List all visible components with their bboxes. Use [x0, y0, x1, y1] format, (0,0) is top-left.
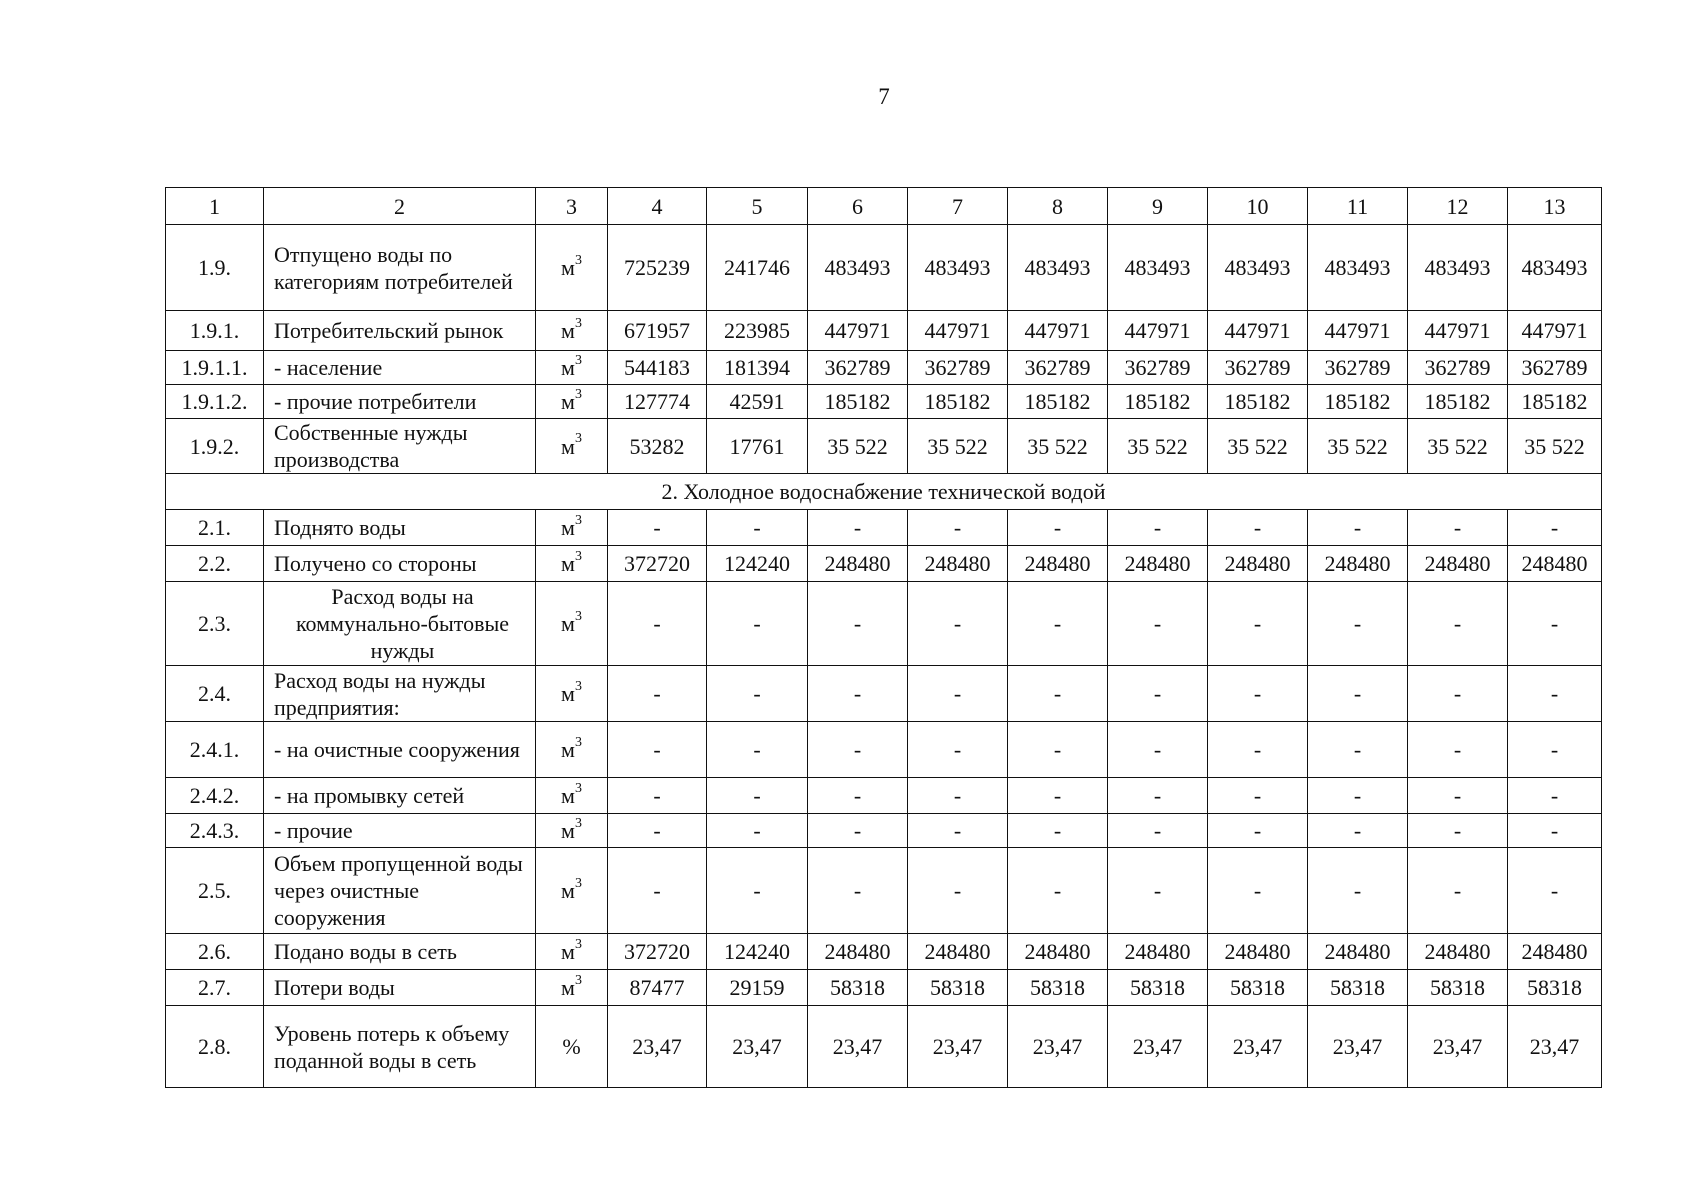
value-cell: - [1308, 666, 1408, 722]
value-cell: - [1008, 814, 1108, 848]
value-cell: - [1308, 848, 1408, 934]
value-cell: 447971 [1308, 311, 1408, 351]
unit-superscript: 3 [574, 252, 582, 268]
unit-label: м [561, 318, 575, 343]
value-cell: 362789 [1408, 351, 1508, 385]
value-cell: - [808, 814, 908, 848]
unit-superscript: 3 [574, 315, 582, 331]
value-cell: - [908, 722, 1008, 778]
value-cell: 35 522 [808, 419, 908, 474]
value-cell: 248480 [1308, 546, 1408, 582]
column-number-header: 7 [908, 188, 1008, 225]
value-cell: 185182 [1108, 385, 1208, 419]
value-cell: - [908, 582, 1008, 666]
unit-label: м [561, 737, 575, 762]
table-row [166, 722, 1602, 778]
value-cell: 35 522 [1508, 419, 1602, 474]
value-cell: - [908, 666, 1008, 722]
value-cell: - [1308, 582, 1408, 666]
value-cell: - [1208, 778, 1308, 814]
value-cell: - [1008, 666, 1108, 722]
section-title: 2. Холодное водоснабжение технической водой [166, 474, 1602, 510]
unit-label: м [561, 783, 575, 808]
value-cell: - [1308, 814, 1408, 848]
value-cell: - [707, 582, 808, 666]
unit-label: м [561, 611, 575, 636]
value-cell: 58318 [808, 970, 908, 1006]
table-row [166, 778, 1602, 814]
value-cell: 447971 [1408, 311, 1508, 351]
value-cell: 362789 [908, 351, 1008, 385]
unit-superscript: 3 [574, 815, 582, 831]
value-cell: 181394 [707, 351, 808, 385]
column-number-header: 11 [1308, 188, 1408, 225]
value-cell: - [1408, 510, 1508, 546]
page-number: 7 [878, 84, 890, 109]
unit-superscript: 3 [574, 972, 582, 988]
value-cell: 23,47 [1208, 1006, 1308, 1088]
value-cell: - [1208, 722, 1308, 778]
row-unit [536, 934, 608, 970]
row-number: 2.7. [166, 970, 264, 1006]
value-cell: 58318 [1408, 970, 1508, 1006]
value-cell: - [1008, 722, 1108, 778]
row-unit [536, 546, 608, 582]
value-cell: 185182 [1308, 385, 1408, 419]
row-indicator-name: Отпущено воды по категориям потребителей [264, 225, 536, 311]
value-cell: 248480 [1008, 546, 1108, 582]
value-cell: - [1408, 848, 1508, 934]
row-number: 2.1. [166, 510, 264, 546]
value-cell: - [1108, 510, 1208, 546]
value-cell: - [908, 814, 1008, 848]
value-cell: - [808, 848, 908, 934]
value-cell: 185182 [908, 385, 1008, 419]
table-body [166, 188, 1602, 1088]
value-cell: - [608, 814, 707, 848]
value-cell: - [608, 778, 707, 814]
value-cell: 248480 [908, 934, 1008, 970]
value-cell: - [707, 778, 808, 814]
row-number: 1.9.1.1. [166, 351, 264, 385]
row-number: 2.4.1. [166, 722, 264, 778]
value-cell: 248480 [1108, 934, 1208, 970]
value-cell: - [908, 510, 1008, 546]
value-cell: - [1408, 582, 1508, 666]
row-indicator-name: Уровень потерь к объему поданной воды в сеть [264, 1006, 536, 1088]
value-cell: - [808, 582, 908, 666]
value-cell: 241746 [707, 225, 808, 311]
column-number-header: 1 [166, 188, 264, 225]
unit-superscript: 3 [574, 352, 582, 368]
unit-label: м [561, 255, 575, 280]
value-cell: - [608, 510, 707, 546]
value-cell: 23,47 [1408, 1006, 1508, 1088]
row-number: 2.2. [166, 546, 264, 582]
row-indicator-name: Потребительский рынок [264, 311, 536, 351]
unit-superscript: 3 [574, 431, 582, 447]
unit-label: % [562, 1034, 581, 1059]
value-cell: 447971 [1008, 311, 1108, 351]
row-indicator-name: Получено со стороны [264, 546, 536, 582]
value-cell: 35 522 [1308, 419, 1408, 474]
row-number: 2.4.3. [166, 814, 264, 848]
section-row [166, 474, 1602, 510]
value-cell: - [1508, 510, 1602, 546]
unit-superscript: 3 [574, 512, 582, 528]
value-cell: 127774 [608, 385, 707, 419]
row-unit [536, 510, 608, 546]
unit-label: м [561, 818, 575, 843]
value-cell: 23,47 [1008, 1006, 1108, 1088]
value-cell: 362789 [1108, 351, 1208, 385]
unit-label: м [561, 389, 575, 414]
value-cell: - [1308, 778, 1408, 814]
value-cell: 58318 [1208, 970, 1308, 1006]
row-number: 2.6. [166, 934, 264, 970]
row-number: 2.4. [166, 666, 264, 722]
value-cell: 362789 [1508, 351, 1602, 385]
row-indicator-name: Расход воды на нужды предприятия: [264, 666, 536, 722]
value-cell: - [1408, 814, 1508, 848]
row-unit [536, 582, 608, 666]
row-indicator-name: - прочие [264, 814, 536, 848]
column-number-header: 6 [808, 188, 908, 225]
water-balance-table [165, 187, 1602, 1088]
value-cell: - [1008, 582, 1108, 666]
value-cell: 58318 [908, 970, 1008, 1006]
value-cell: 248480 [1508, 546, 1602, 582]
value-cell: 185182 [1008, 385, 1108, 419]
value-cell: - [707, 666, 808, 722]
row-indicator-name: Подано воды в сеть [264, 934, 536, 970]
value-cell: 362789 [1208, 351, 1308, 385]
value-cell: - [908, 778, 1008, 814]
value-cell: 483493 [1308, 225, 1408, 311]
unit-label: м [561, 433, 575, 459]
value-cell: - [1008, 848, 1108, 934]
table-header-row [166, 188, 1602, 225]
value-cell: - [1008, 778, 1108, 814]
value-cell: 248480 [1008, 934, 1108, 970]
unit-label: м [561, 939, 575, 964]
value-cell: - [1308, 722, 1408, 778]
value-cell: 248480 [908, 546, 1008, 582]
value-cell: 17761 [707, 419, 808, 474]
row-indicator-name: - население [264, 351, 536, 385]
value-cell: 544183 [608, 351, 707, 385]
value-cell: - [608, 848, 707, 934]
value-cell: 185182 [1408, 385, 1508, 419]
value-cell: - [1108, 848, 1208, 934]
row-unit [536, 1006, 608, 1088]
column-number-header: 4 [608, 188, 707, 225]
value-cell: 671957 [608, 311, 707, 351]
value-cell: 248480 [1508, 934, 1602, 970]
table-row [166, 351, 1602, 385]
table-row [166, 385, 1602, 419]
value-cell: - [1408, 778, 1508, 814]
value-cell: 23,47 [1308, 1006, 1408, 1088]
unit-label: м [561, 975, 575, 1000]
unit-superscript: 3 [574, 678, 582, 694]
row-unit [536, 311, 608, 351]
unit-label: м [561, 878, 575, 903]
value-cell: - [808, 722, 908, 778]
value-cell: 483493 [1008, 225, 1108, 311]
value-cell: - [1108, 814, 1208, 848]
value-cell: 248480 [808, 546, 908, 582]
value-cell: 124240 [707, 934, 808, 970]
table-row [166, 582, 1602, 666]
row-unit [536, 778, 608, 814]
value-cell: 372720 [608, 934, 707, 970]
value-cell: - [1208, 666, 1308, 722]
value-cell: 248480 [1408, 546, 1508, 582]
table-row [166, 225, 1602, 311]
value-cell: - [1408, 666, 1508, 722]
value-cell: - [1508, 814, 1602, 848]
row-number: 2.5. [166, 848, 264, 934]
column-number-header: 9 [1108, 188, 1208, 225]
row-unit [536, 970, 608, 1006]
value-cell: 23,47 [808, 1006, 908, 1088]
row-unit [536, 351, 608, 385]
column-number-header: 5 [707, 188, 808, 225]
value-cell: - [908, 848, 1008, 934]
value-cell: 23,47 [608, 1006, 707, 1088]
row-unit [536, 814, 608, 848]
value-cell: 725239 [608, 225, 707, 311]
row-number: 2.8. [166, 1006, 264, 1088]
row-unit [536, 666, 608, 722]
table-row [166, 510, 1602, 546]
row-unit [536, 385, 608, 419]
row-indicator-name: - прочие потребители [264, 385, 536, 419]
value-cell: 35 522 [908, 419, 1008, 474]
value-cell: 447971 [1208, 311, 1308, 351]
value-cell: - [1008, 510, 1108, 546]
unit-superscript: 3 [574, 386, 582, 402]
unit-label: м [561, 681, 575, 706]
value-cell: 483493 [1408, 225, 1508, 311]
value-cell: 447971 [808, 311, 908, 351]
row-number: 1.9.2. [166, 419, 264, 474]
row-number: 2.3. [166, 582, 264, 666]
row-indicator-name: - на промывку сетей [264, 778, 536, 814]
row-indicator-name: Потери воды [264, 970, 536, 1006]
value-cell: - [1508, 722, 1602, 778]
table-row [166, 419, 1602, 474]
value-cell: 185182 [1508, 385, 1602, 419]
unit-label: м [561, 515, 575, 540]
value-cell: 248480 [1408, 934, 1508, 970]
value-cell: - [1508, 666, 1602, 722]
row-indicator-name: Собственные нужды производства [264, 419, 536, 474]
value-cell: 35 522 [1108, 419, 1208, 474]
row-indicator-name: Объем пропущенной воды через очистные сооружения [264, 848, 536, 934]
value-cell: - [1408, 722, 1508, 778]
value-cell: 58318 [1008, 970, 1108, 1006]
unit-superscript: 3 [574, 936, 582, 952]
row-number: 1.9.1. [166, 311, 264, 351]
value-cell: 447971 [1508, 311, 1602, 351]
value-cell: 248480 [1208, 546, 1308, 582]
row-indicator-name: Поднято воды [264, 510, 536, 546]
table-row [166, 546, 1602, 582]
value-cell: - [707, 848, 808, 934]
value-cell: 35 522 [1408, 419, 1508, 474]
column-number-header: 12 [1408, 188, 1508, 225]
column-number-header: 13 [1508, 188, 1602, 225]
value-cell: 35 522 [1008, 419, 1108, 474]
value-cell: 23,47 [707, 1006, 808, 1088]
column-number-header: 2 [264, 188, 536, 225]
value-cell: 447971 [908, 311, 1008, 351]
row-number: 1.9.1.2. [166, 385, 264, 419]
value-cell: - [1108, 666, 1208, 722]
table-row [166, 848, 1602, 934]
value-cell: 29159 [707, 970, 808, 1006]
value-cell: - [1108, 778, 1208, 814]
value-cell: - [707, 814, 808, 848]
unit-superscript: 3 [574, 780, 582, 796]
value-cell: 248480 [1308, 934, 1408, 970]
row-number: 1.9. [166, 225, 264, 311]
row-indicator-name: Расход воды на коммунально-бытовые нужды [264, 582, 536, 666]
value-cell: 483493 [1208, 225, 1308, 311]
value-cell: 58318 [1508, 970, 1602, 1006]
value-cell: - [1108, 722, 1208, 778]
table-row [166, 970, 1602, 1006]
value-cell: - [608, 582, 707, 666]
row-unit [536, 722, 608, 778]
value-cell: 124240 [707, 546, 808, 582]
table-row [166, 934, 1602, 970]
value-cell: 35 522 [1208, 419, 1308, 474]
row-unit [536, 419, 608, 474]
value-cell: 248480 [1208, 934, 1308, 970]
value-cell: - [608, 722, 707, 778]
row-number: 2.4.2. [166, 778, 264, 814]
value-cell: - [1208, 582, 1308, 666]
value-cell: 483493 [1508, 225, 1602, 311]
value-cell: 248480 [808, 934, 908, 970]
value-cell: - [1508, 582, 1602, 666]
value-cell: 58318 [1108, 970, 1208, 1006]
unit-label: м [561, 355, 575, 380]
unit-superscript: 3 [574, 548, 582, 564]
unit-superscript: 3 [574, 734, 582, 750]
value-cell: 42591 [707, 385, 808, 419]
value-cell: 362789 [1008, 351, 1108, 385]
value-cell: 58318 [1308, 970, 1408, 1006]
column-number-header: 3 [536, 188, 608, 225]
unit-superscript: 3 [574, 875, 582, 891]
value-cell: 362789 [808, 351, 908, 385]
value-cell: 483493 [908, 225, 1008, 311]
value-cell: - [808, 666, 908, 722]
table-row [166, 666, 1602, 722]
value-cell: 185182 [1208, 385, 1308, 419]
table-row [166, 814, 1602, 848]
value-cell: 372720 [608, 546, 707, 582]
value-cell: - [1108, 582, 1208, 666]
value-cell: - [707, 722, 808, 778]
value-cell: 248480 [1108, 546, 1208, 582]
column-number-header: 10 [1208, 188, 1308, 225]
value-cell: - [1208, 848, 1308, 934]
value-cell: - [808, 510, 908, 546]
unit-superscript: 3 [574, 608, 582, 624]
value-cell: 223985 [707, 311, 808, 351]
value-cell: - [608, 666, 707, 722]
value-cell: 447971 [1108, 311, 1208, 351]
value-cell: 23,47 [908, 1006, 1008, 1088]
value-cell: 362789 [1308, 351, 1408, 385]
row-unit [536, 848, 608, 934]
column-number-header: 8 [1008, 188, 1108, 225]
table-row [166, 311, 1602, 351]
row-unit [536, 225, 608, 311]
value-cell: 53282 [608, 419, 707, 474]
table-row [166, 1006, 1602, 1088]
value-cell: - [1308, 510, 1408, 546]
value-cell: 185182 [808, 385, 908, 419]
value-cell: 87477 [608, 970, 707, 1006]
value-cell: - [1208, 510, 1308, 546]
value-cell: - [707, 510, 808, 546]
value-cell: 23,47 [1108, 1006, 1208, 1088]
row-indicator-name: - на очистные сооружения [264, 722, 536, 778]
value-cell: - [1508, 848, 1602, 934]
value-cell: - [1208, 814, 1308, 848]
value-cell: 483493 [1108, 225, 1208, 311]
value-cell: - [808, 778, 908, 814]
unit-label: м [561, 551, 575, 576]
value-cell: 483493 [808, 225, 908, 311]
value-cell: 23,47 [1508, 1006, 1602, 1088]
value-cell: - [1508, 778, 1602, 814]
